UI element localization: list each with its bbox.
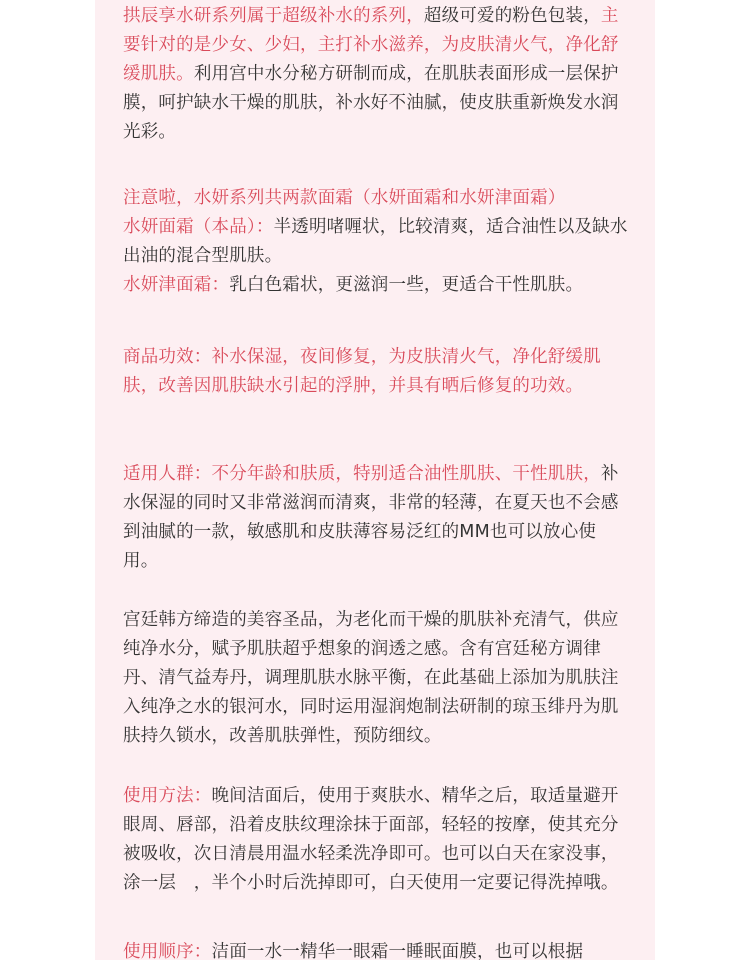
usage-label: 使用方法： — [123, 786, 212, 806]
order-text: 洁面一水一精华一眼霜一睡眠面膜，也可以根据 — [211, 942, 584, 960]
order-label: 使用顺序： — [123, 942, 212, 960]
cream-label: 水妍面霜（本品）： — [123, 217, 274, 237]
cream-desc: 半透明啫喱状，比较清爽，适合油性以及缺水出油的混合型肌肤。 — [123, 217, 628, 266]
efficacy-paragraph — [123, 343, 628, 401]
usage-paragraph — [123, 782, 628, 898]
target-users-dark: 补水保湿的同时又非常滋润而清爽，非常的轻薄，在夏天也不会感到油腻的一款，敏感肌和皮肤薄容易泛红的MM也可以放心使用。 — [123, 464, 619, 571]
intro-dark-1: 超级可爱的粉色包装， — [423, 6, 601, 26]
intro-paragraph — [123, 2, 628, 147]
efficacy-text: 商品功效：补水保湿，夜间修复，为皮肤清火气，净化舒缓肌肤，改善因肌肤缺水引起的浮肿，并具有晒后修复的功效。 — [123, 347, 601, 396]
intro-dark-2: 利用宫中水分秘方研制而成，在肌肤表面形成一层保护膜，呵护缺水干燥的肌肤，补水好不油腻，使皮肤重新焕发水润光彩。 — [123, 64, 619, 142]
notice-text: 注意啦，水妍系列共两款面霜（水妍面霜和水妍津面霜） — [123, 188, 566, 208]
intro-red-2: 主要针对的是少女、少妇，主打补水滋养，为皮肤清火气，净化舒缓肌肤。 — [123, 6, 619, 84]
product-jin-line — [123, 271, 628, 300]
palace-recipe-text: 宫廷韩方缔造的美容圣品，为老化而干燥的肌肤补充清气，供应纯净水分，赋予肌肤超乎想象的润透之感。含有宫廷秘方调律丹、清气益寿丹，调理肌肤水脉平衡，在此基础上添加为肌肤注入纯净之水的银河水，同时运用湿润炮制法研制的琼玉绯丹为肌肤持久锁水，改善肌肤弹性，预防细纹。 — [123, 610, 619, 746]
notice-line — [123, 184, 628, 213]
jin-label: 水妍津面霜： — [123, 275, 230, 295]
target-users-red: 适用人群：不分年龄和肤质，特别适合油性肌肤、干性肌肤， — [123, 464, 601, 484]
usage-text: 晚间洁面后，使用于爽肤水、精华之后，取适量避开眼周、唇部，沿着皮肤纹理涂抹于面部，轻轻的按摩，使其充分被吸收，次日清晨用温水轻柔洗净即可。也可以白天在家没事，涂一层 ，半个小时后洗掉即可，白天使用一定要记得洗掉哦。 — [123, 786, 619, 893]
order-paragraph — [123, 938, 628, 960]
intro-red-1: 拱辰享水研系列属于超级补水的系列， — [123, 6, 424, 26]
jin-desc: 乳白色霜状，更滋润一些，更适合干性肌肤。 — [229, 275, 584, 295]
palace-recipe-paragraph — [123, 606, 628, 751]
target-users-paragraph — [123, 460, 628, 576]
product-cream-line — [123, 213, 628, 271]
